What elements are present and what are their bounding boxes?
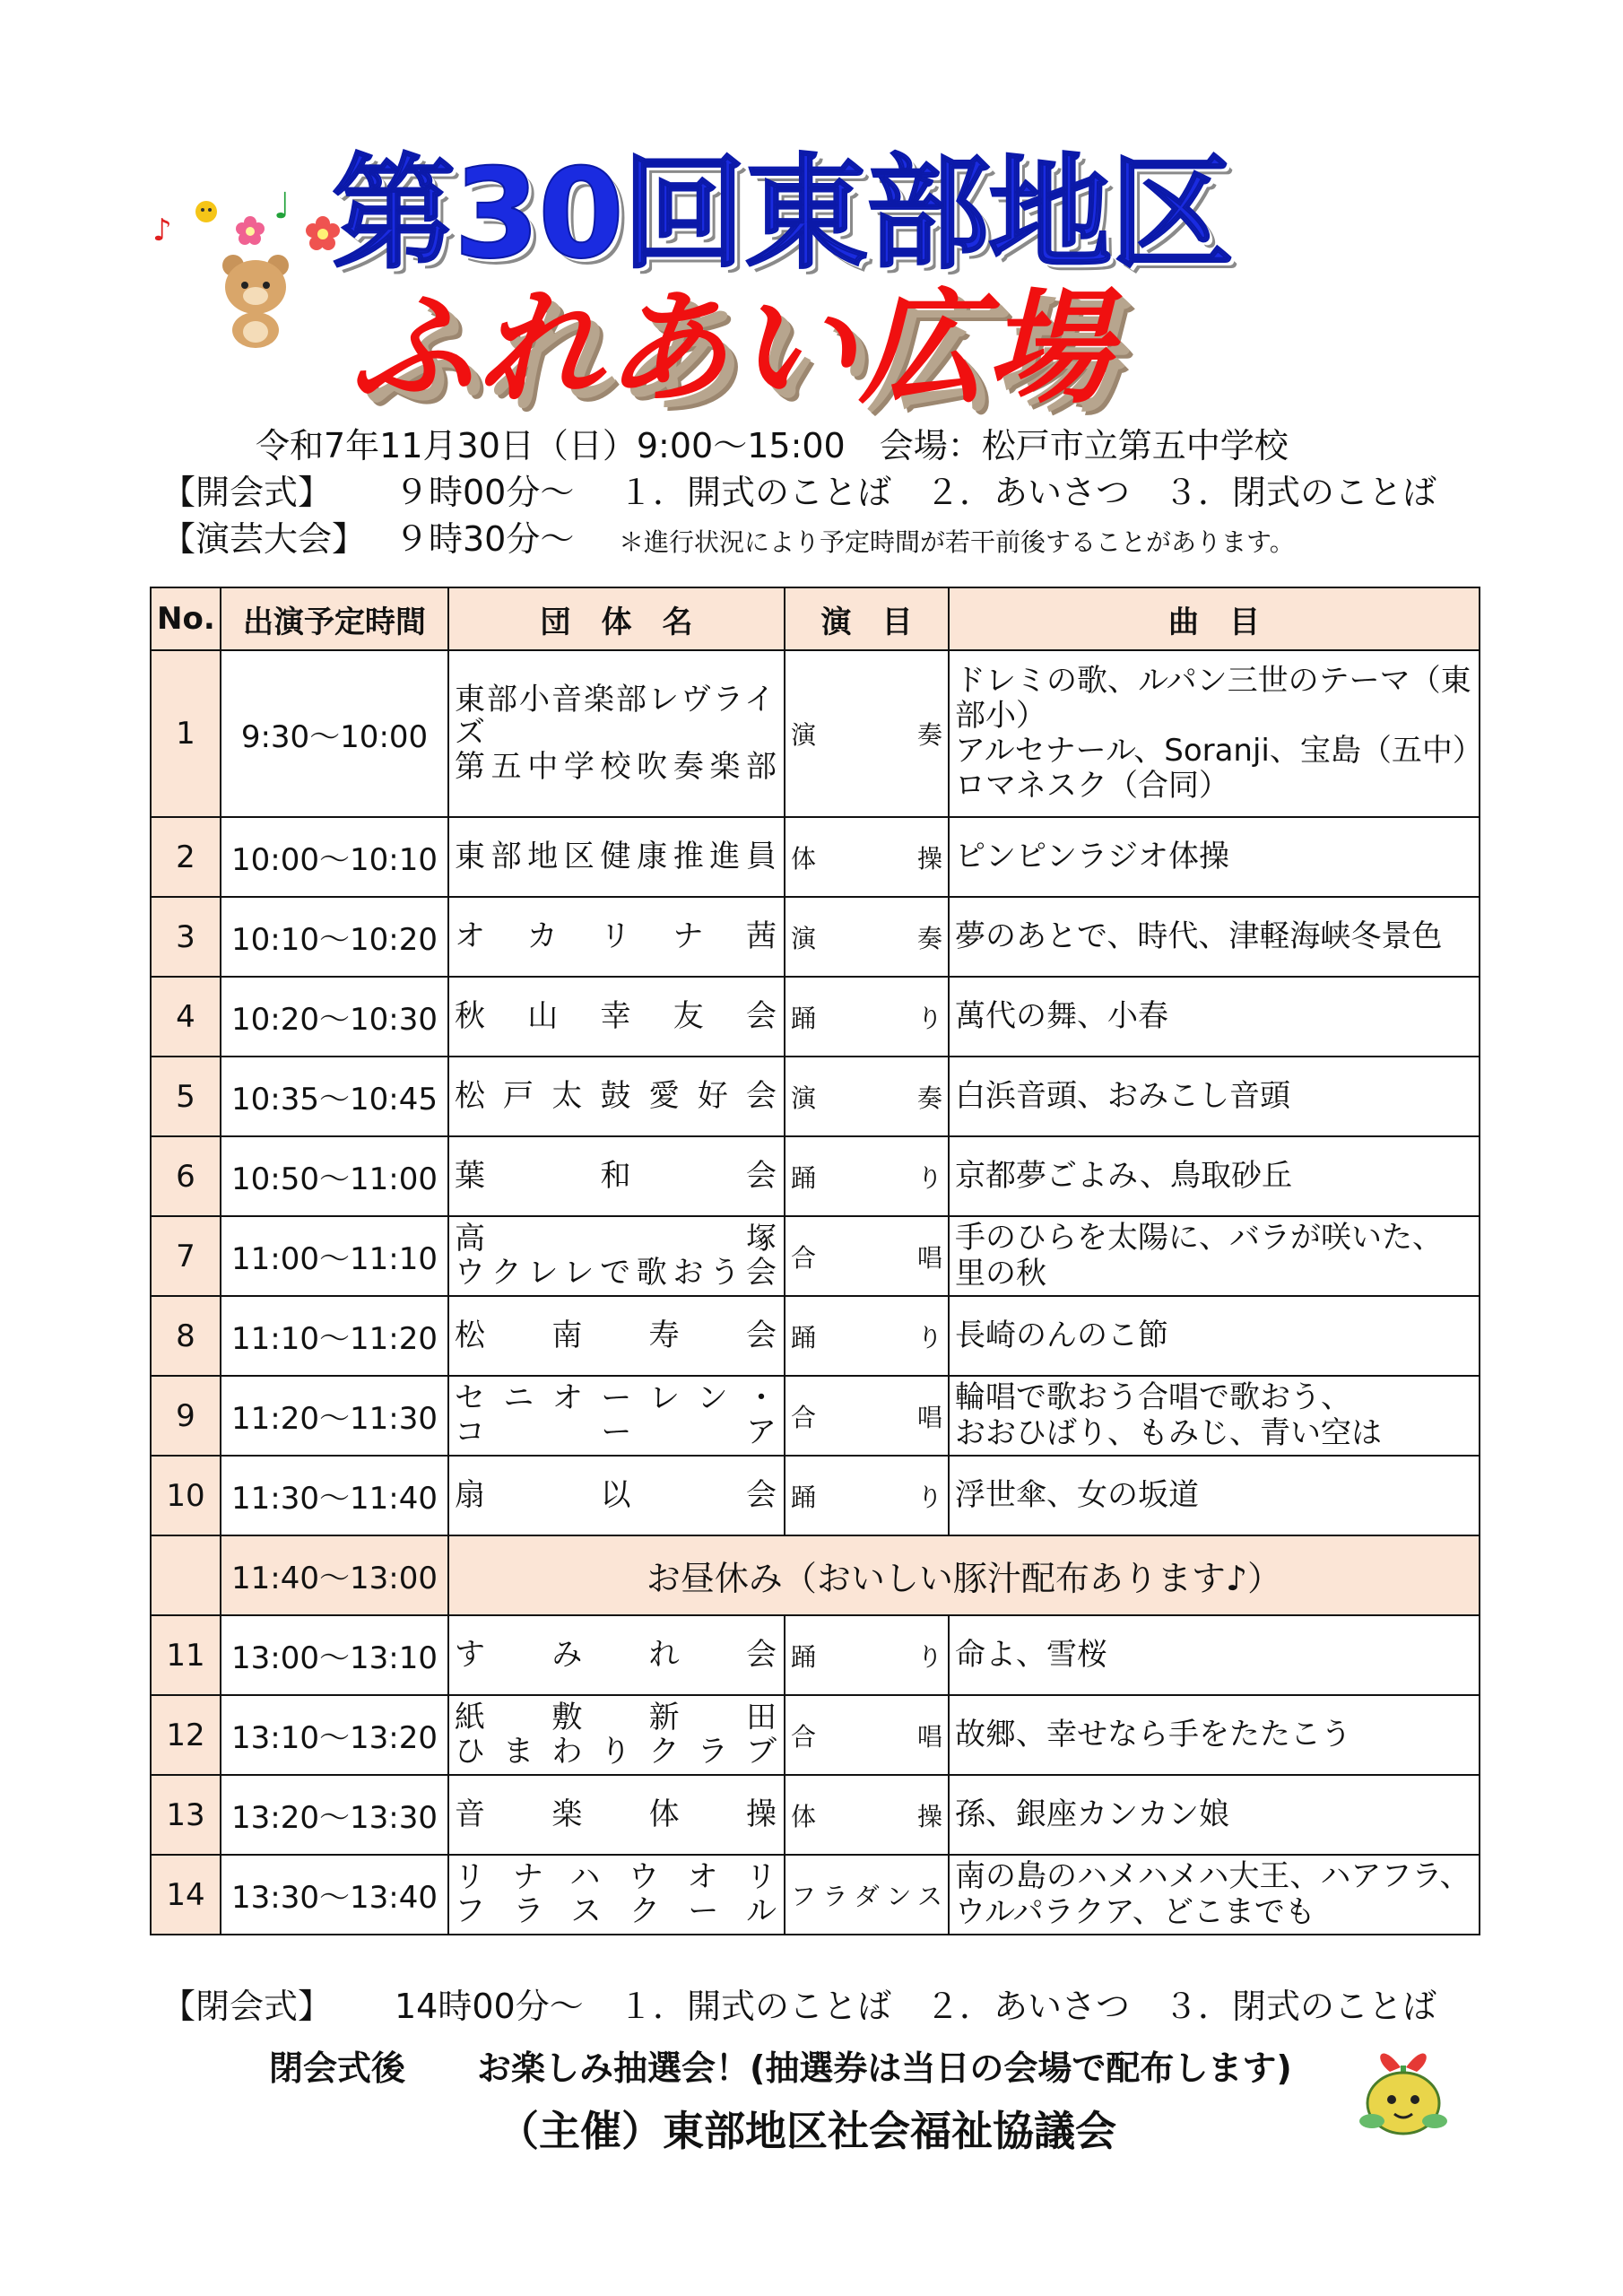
group-line: 東部小音楽部レヴライズ	[455, 681, 777, 752]
row-time: 13:20～13:30	[221, 1775, 448, 1855]
lottery-notice	[269, 2040, 1292, 2090]
row-group	[448, 1376, 785, 1456]
performance-start	[161, 519, 1295, 559]
music-note-icon: ♩	[273, 186, 291, 227]
table-row	[151, 977, 1480, 1057]
opening-time: ９時00分～	[395, 473, 575, 512]
row-group	[448, 1296, 785, 1376]
group-line: 東部地区健康推進員	[455, 838, 778, 874]
music-note-icon: ♪	[152, 213, 172, 248]
song-line: ロマネスク（合同）	[955, 768, 1229, 804]
row-act: 踊り	[785, 977, 949, 1057]
closing-ceremony	[161, 1987, 1437, 2026]
opening-ceremony	[161, 473, 1437, 512]
closing-label: 【閉会式】	[161, 1987, 333, 2026]
row-act: 踊り	[785, 1296, 949, 1376]
row-time: 9:30～10:00	[221, 650, 448, 817]
row-group	[448, 1855, 785, 1935]
row-act: 演奏	[785, 650, 949, 817]
schedule-table	[150, 587, 1483, 1935]
row-group	[448, 897, 785, 977]
row-act: 演奏	[785, 897, 949, 977]
song-line: ウルパラクア、どこまでも	[955, 1893, 1315, 1930]
table-row	[151, 1136, 1480, 1216]
row-songs	[949, 1615, 1480, 1695]
row-time: 11:20～11:30	[221, 1376, 448, 1456]
closing-items: １．開式のことば ２．あいさつ ３．閉式のことば	[619, 1987, 1437, 2026]
row-group	[448, 817, 785, 897]
lunch-time: 11:40～13:00	[221, 1535, 448, 1615]
performance-note: ＊進行状況により予定時間が若干前後することがあります。	[619, 527, 1295, 557]
table-body	[151, 650, 1483, 1935]
group-line: 葉和会	[455, 1157, 778, 1194]
row-number: 4	[151, 977, 221, 1057]
row-number: 2	[151, 817, 221, 897]
row-number: 8	[151, 1296, 221, 1376]
title-line-2: ふれあい広場	[350, 276, 1115, 421]
row-songs	[949, 1456, 1480, 1535]
row-group	[448, 1057, 785, 1136]
song-line: 命よ、雪桜	[955, 1636, 1107, 1673]
table-row	[151, 1615, 1480, 1695]
lottery-text: お楽しみ抽選会！(抽選券は当日の会場で配布します)	[477, 2048, 1292, 2088]
table-row	[151, 1216, 1480, 1296]
row-number: 5	[151, 1057, 221, 1136]
group-line: 扇以会	[455, 1476, 778, 1513]
song-line: 夢のあとで、時代、津軽海峡冬景色	[955, 918, 1443, 954]
header-no: No.	[151, 587, 221, 650]
event-date-venue: 令和7年11月30日（日）9:00～15:00 会場：松戸市立第五中学校	[256, 426, 1289, 465]
row-songs	[949, 1216, 1480, 1296]
performance-time: ９時30分～	[395, 519, 575, 559]
row-songs	[949, 977, 1480, 1057]
song-line: 長崎のんのこ節	[955, 1317, 1168, 1353]
group-line: コーア	[455, 1413, 778, 1450]
song-line: 白浜音頭、おみこし音頭	[955, 1077, 1290, 1114]
opening-items: １．開式のことば ２．あいさつ ３．閉式のことば	[619, 473, 1437, 512]
title-line-1: 第30回東部地区	[332, 142, 1233, 286]
row-act: 踊り	[785, 1615, 949, 1695]
row-songs	[949, 1057, 1480, 1136]
row-time: 10:50～11:00	[221, 1136, 448, 1216]
row-songs	[949, 897, 1480, 977]
row-time: 13:30～13:40	[221, 1855, 448, 1935]
row-songs	[949, 650, 1483, 817]
song-line: アルセナール、Soranji、宝島（五中）	[955, 733, 1483, 769]
row-group	[448, 1456, 785, 1535]
table-row	[151, 1296, 1480, 1376]
table-row	[151, 1695, 1480, 1775]
row-time: 11:10～11:20	[221, 1296, 448, 1376]
row-act: 踊り	[785, 1456, 949, 1535]
header-songs: 曲 目	[949, 587, 1480, 650]
group-line: 秋山幸友会	[455, 997, 778, 1034]
row-group	[448, 1695, 785, 1775]
table-header-row	[151, 587, 1480, 650]
row-time: 11:30～11:40	[221, 1456, 448, 1535]
opening-label: 【開会式】	[161, 473, 333, 512]
row-act: 体操	[785, 1775, 949, 1855]
group-line: 音楽体操	[455, 1796, 778, 1832]
row-act: 合唱	[785, 1216, 949, 1296]
group-line: 松戸太鼓愛好会	[455, 1077, 778, 1114]
row-time: 10:35～10:45	[221, 1057, 448, 1136]
song-line: 浮世傘、女の坂道	[955, 1476, 1199, 1513]
song-line: 故郷、幸せなら手をたたこう	[955, 1716, 1351, 1752]
row-act: 合唱	[785, 1376, 949, 1456]
closing-time: 14時00分～	[395, 1987, 584, 2026]
row-number: 6	[151, 1136, 221, 1216]
row-time: 13:00～13:10	[221, 1615, 448, 1695]
song-line: 輪唱で歌おう合唱で歌おう、	[955, 1379, 1351, 1416]
row-group	[448, 1775, 785, 1855]
lunch-no-cell	[151, 1535, 221, 1615]
row-group	[448, 977, 785, 1057]
row-number: 1	[151, 650, 221, 817]
row-number: 13	[151, 1775, 221, 1855]
group-line: ウクレレで歌おう会	[455, 1254, 778, 1291]
row-songs	[949, 1376, 1480, 1456]
header-group: 団 体 名	[448, 587, 785, 650]
song-line: 里の秋	[955, 1255, 1046, 1292]
group-line: 松南寿会	[455, 1317, 778, 1353]
song-line: ピンピンラジオ体操	[955, 838, 1229, 874]
group-line: フラスクール	[455, 1892, 778, 1929]
row-act: 体操	[785, 817, 949, 897]
row-act: 合唱	[785, 1695, 949, 1775]
bear-mascot-icon	[215, 251, 296, 353]
song-line: 南の島のハメハメハ大王、ハアフラ、	[955, 1858, 1471, 1895]
row-time: 10:20～10:30	[221, 977, 448, 1057]
song-line: 京都夢ごよみ、鳥取砂丘	[955, 1157, 1293, 1194]
row-number: 12	[151, 1695, 221, 1775]
row-songs	[949, 1136, 1480, 1216]
table-row	[151, 817, 1480, 897]
flower-icon	[235, 215, 265, 252]
row-act: 踊り	[785, 1136, 949, 1216]
row-number: 7	[151, 1216, 221, 1296]
row-number: 9	[151, 1376, 221, 1456]
table-row	[151, 1376, 1480, 1456]
song-line: ドレミの歌、ルパン三世のテーマ（東部小）	[955, 662, 1471, 734]
song-line: 手のひらを太陽に、バラが咲いた、	[955, 1220, 1443, 1257]
lottery-label: 閉会式後	[269, 2048, 406, 2088]
group-line: オカリナ茜	[455, 918, 778, 954]
song-line: 萬代の舞、小春	[955, 997, 1168, 1034]
lunch-text: お昼休み（おいしい豚汁配布あります♪）	[448, 1535, 1480, 1615]
group-line: セニオーレン・	[455, 1380, 778, 1417]
flower-icon	[190, 196, 222, 234]
table-row	[151, 1456, 1480, 1535]
table-row	[151, 650, 1480, 817]
row-number: 10	[151, 1456, 221, 1535]
row-time: 11:00～11:10	[221, 1216, 448, 1296]
table-row	[151, 897, 1480, 977]
row-songs	[949, 1855, 1480, 1935]
row-number: 14	[151, 1855, 221, 1935]
row-number: 3	[151, 897, 221, 977]
row-time: 10:10～10:20	[221, 897, 448, 977]
host-organization: （主催）東部地区社会福祉協議会	[498, 2107, 1116, 2155]
row-time: 13:10～13:20	[221, 1695, 448, 1775]
row-songs	[949, 1775, 1480, 1855]
performance-label: 【演芸大会】	[161, 519, 367, 559]
row-group	[448, 1615, 785, 1695]
group-line: 第五中学校吹奏楽部	[455, 748, 778, 785]
row-act: フラダンス	[785, 1855, 949, 1935]
header-time: 出演予定時間	[221, 587, 448, 650]
row-act: 演奏	[785, 1057, 949, 1136]
group-line: 高塚	[455, 1221, 778, 1257]
group-line: リナハウオリ	[455, 1859, 778, 1896]
table-row	[151, 1057, 1480, 1136]
table-row	[151, 1855, 1480, 1935]
song-line: おおひばり、もみじ、青い空は	[955, 1414, 1382, 1451]
row-songs	[949, 817, 1480, 897]
song-line: 孫、銀座カンカン娘	[955, 1796, 1229, 1832]
row-number: 11	[151, 1615, 221, 1695]
row-group	[448, 650, 785, 817]
lunch-row	[151, 1535, 1480, 1615]
row-group	[448, 1216, 785, 1296]
group-line: ひまわりクラブ	[455, 1733, 778, 1770]
group-line: すみれ会	[455, 1636, 778, 1673]
table-row	[151, 1775, 1480, 1855]
row-songs	[949, 1296, 1480, 1376]
row-songs	[949, 1695, 1480, 1775]
row-time: 10:00～10:10	[221, 817, 448, 897]
sprout-mascot-icon	[1345, 2031, 1462, 2152]
header-act: 演 目	[785, 587, 949, 650]
group-line: 紙敷新田	[455, 1700, 778, 1736]
row-group	[448, 1136, 785, 1216]
